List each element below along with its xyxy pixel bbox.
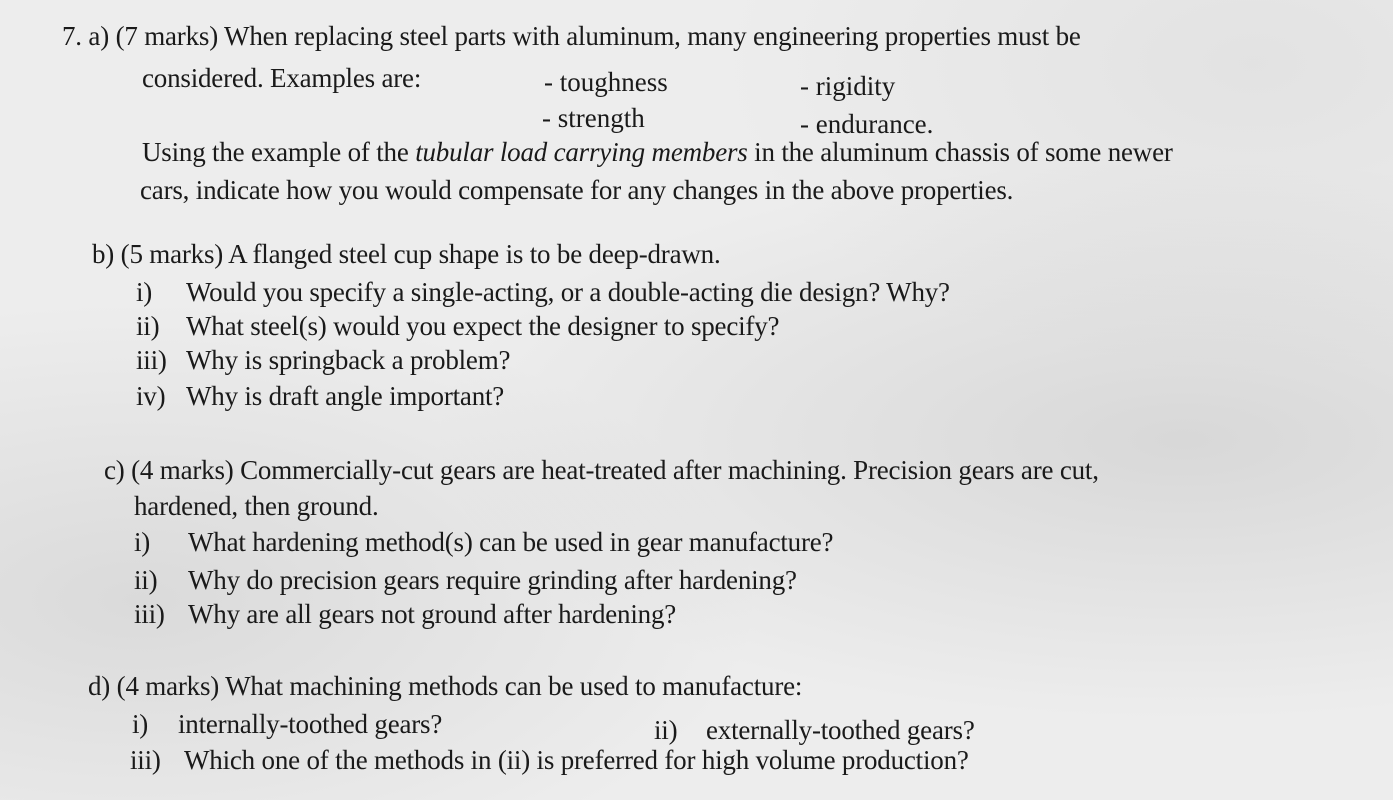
- part-c-label: c): [104, 455, 125, 485]
- part-a-marks: (7 marks): [115, 21, 218, 51]
- part-b-item-3-num: iii): [136, 345, 167, 375]
- part-d-line: [88, 670, 802, 702]
- part-d-item-3-text: Which one of the methods in (ii) is preferred for high volume production?: [184, 745, 969, 775]
- part-b-item-2-num: ii): [136, 311, 160, 341]
- part-c-item-1: [134, 526, 833, 558]
- part-b-item-4-num: iv): [136, 381, 166, 411]
- part-d-item-1-text: internally-toothed gears?: [178, 709, 443, 739]
- example-rigidity: - rigidity: [800, 71, 896, 101]
- part-b-marks: (5 marks): [120, 239, 224, 269]
- part-c-marks: (4 marks): [131, 455, 234, 485]
- part-b-label: b): [92, 239, 115, 269]
- part-a-label: a): [88, 21, 109, 51]
- part-d-marks: (4 marks): [116, 671, 220, 701]
- part-d-item-1-num: i): [132, 709, 149, 739]
- part-c-item-3-text: Why are all gears not ground after hardening?: [188, 599, 677, 629]
- part-d-item-3-num: iii): [130, 745, 161, 775]
- part-d-label: d): [88, 671, 111, 701]
- part-a-text-4: cars, indicate how you would compensate for any changes in the above properties.: [140, 175, 1014, 205]
- part-b-item-3: [136, 344, 510, 376]
- part-d-text: What machining methods can be used to manufacture:: [225, 671, 803, 701]
- part-c-item-3: [134, 598, 676, 630]
- part-a-text-1: When replacing steel parts with aluminum, many engineering properties must be: [224, 21, 1081, 51]
- part-c-line-1: [104, 454, 1099, 486]
- part-c-text-2: hardened, then ground.: [134, 491, 379, 521]
- part-a-text-3-post: in the aluminum chassis of some newer: [747, 137, 1173, 167]
- part-b-text: A flanged steel cup shape is to be deep-drawn.: [228, 239, 721, 269]
- part-c-item-2-num: ii): [134, 565, 158, 595]
- part-a-text-3-pre: Using the example of the: [142, 137, 416, 167]
- example-endurance: - endurance.: [800, 109, 934, 139]
- part-b-item-2: [136, 310, 779, 342]
- part-c-item-2: [134, 564, 797, 596]
- example-strength: - strength: [542, 103, 645, 133]
- part-d-item-3: [130, 744, 969, 776]
- part-b-item-1-text: Would you specify a single-acting, or a double-acting die design? Why?: [186, 277, 950, 307]
- part-b-line: [92, 238, 721, 270]
- part-a-text-3: [142, 136, 1173, 168]
- part-a-text-3-italic: tubular load carrying members: [415, 137, 748, 167]
- part-c-text-1: Commercially-cut gears are heat-treated after machining. Precision gears are cut,: [240, 455, 1099, 485]
- part-c-item-1-text: What hardening method(s) can be used in gear manufacture?: [188, 527, 834, 557]
- question-7a-line-1: [62, 20, 1081, 52]
- part-d-item-2-num: ii): [654, 715, 678, 745]
- part-b-item-2-text: What steel(s) would you expect the designer to specify?: [186, 311, 780, 341]
- part-b-item-4-text: Why is draft angle important?: [186, 381, 505, 411]
- part-b-item-1: [136, 276, 950, 308]
- example-toughness: - toughness: [544, 67, 668, 97]
- part-b-item-3-text: Why is springback a problem?: [186, 345, 511, 375]
- part-b-item-1-num: i): [136, 277, 153, 307]
- part-c-item-2-text: Why do precision gears require grinding after hardening?: [188, 565, 797, 595]
- part-d-item-1: [132, 708, 442, 740]
- part-c-item-1-num: i): [134, 527, 151, 557]
- part-d-item-2-text: externally-toothed gears?: [706, 715, 975, 745]
- part-b-item-4: [136, 380, 504, 412]
- question-number: 7.: [62, 21, 82, 51]
- part-c-item-3-num: iii): [134, 599, 165, 629]
- part-a-text-2: considered. Examples are:: [142, 63, 422, 93]
- part-d-item-2: [654, 714, 975, 746]
